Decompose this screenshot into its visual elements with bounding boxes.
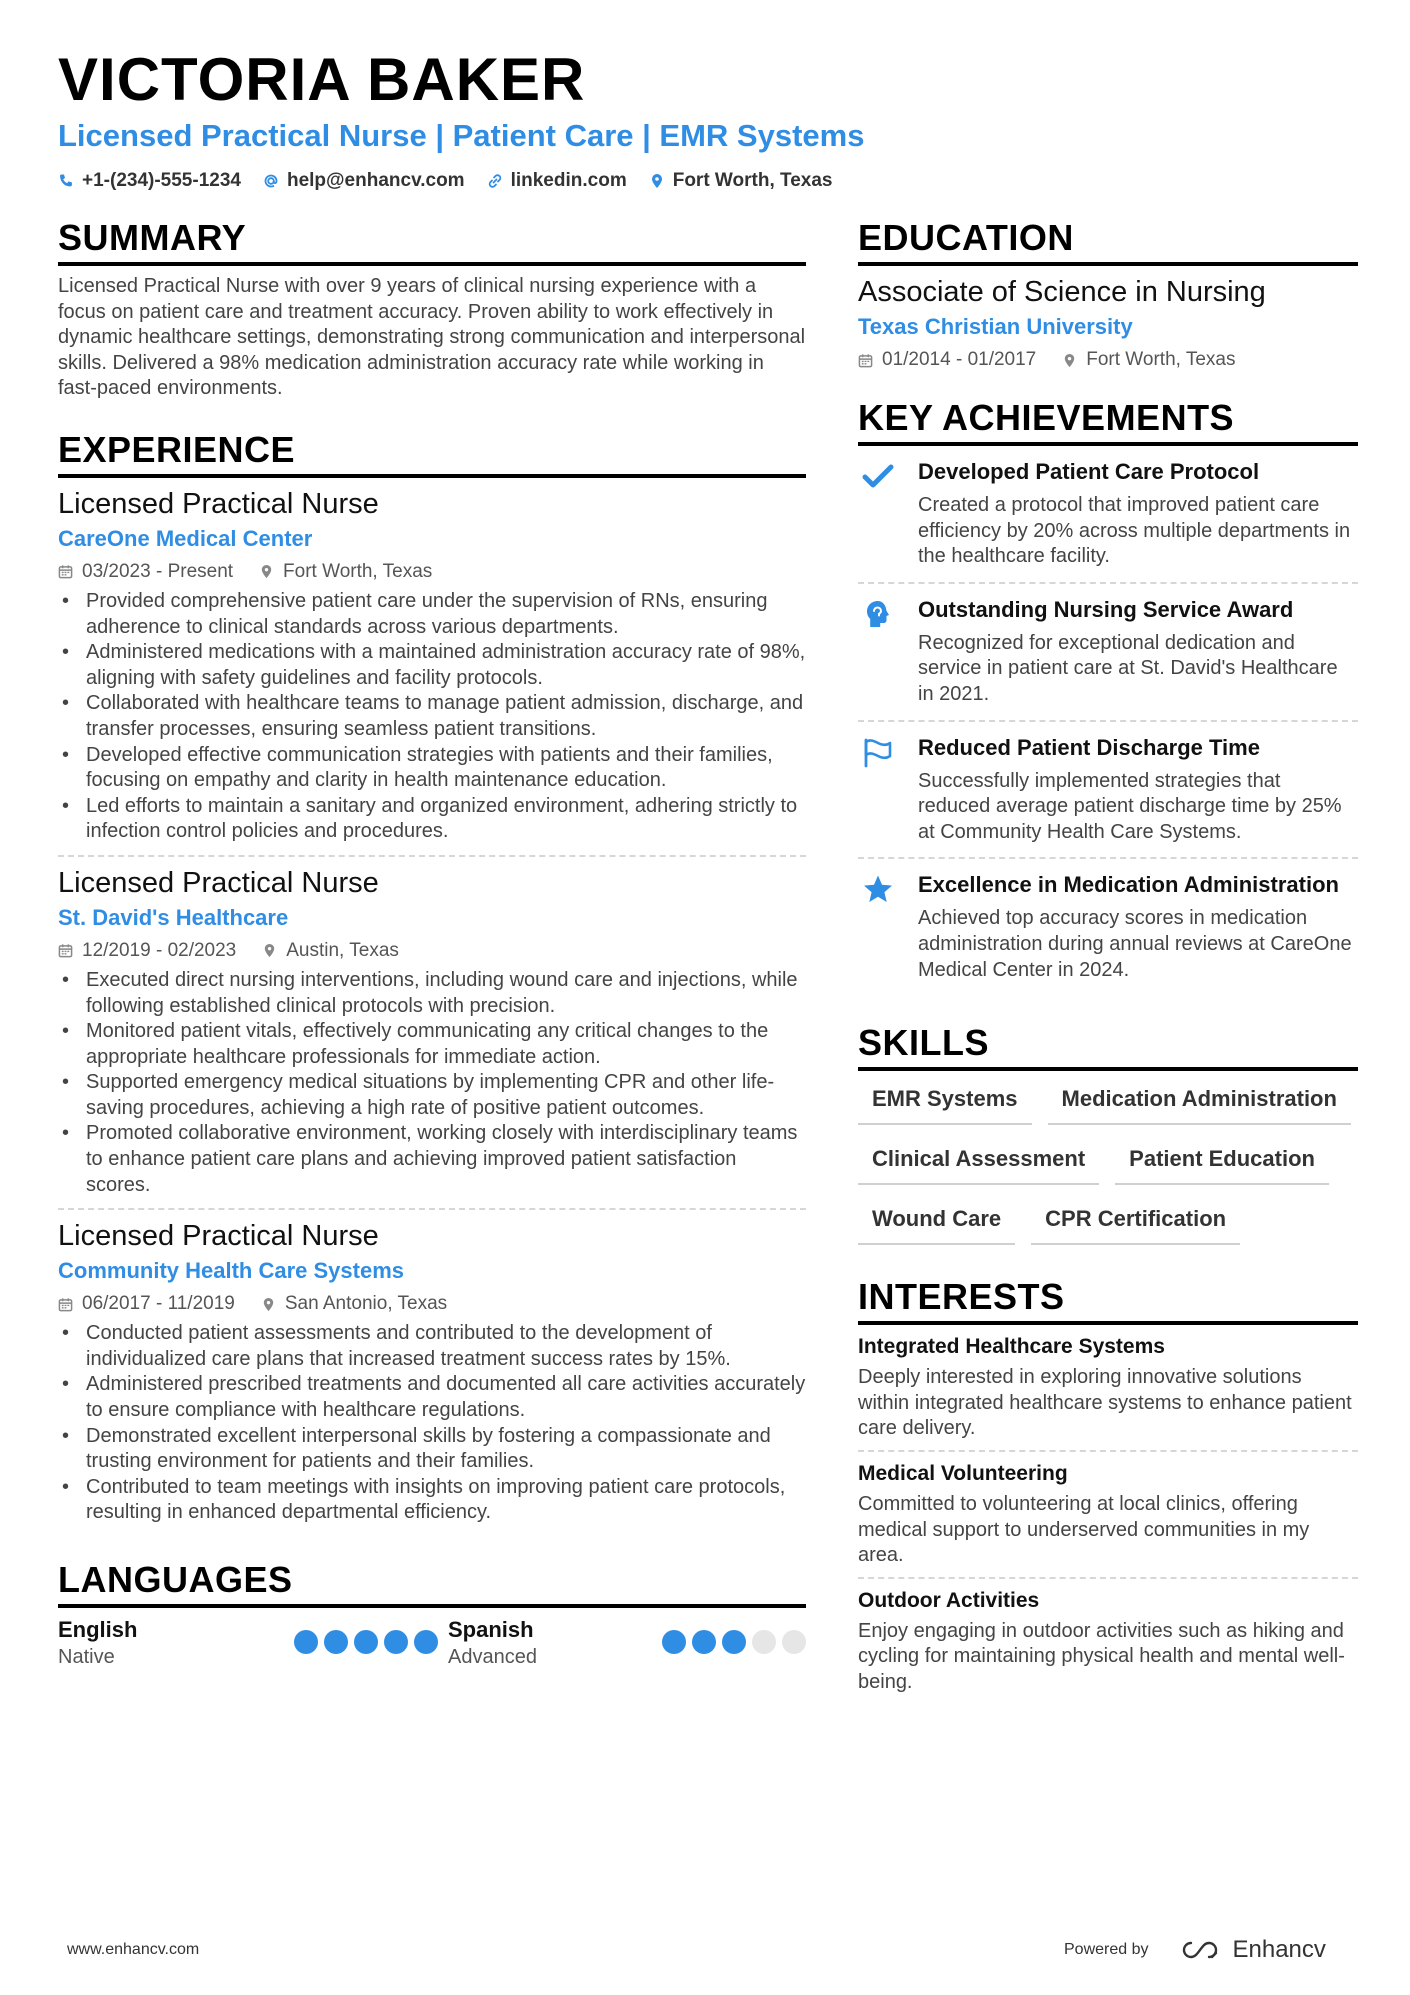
languages-section: [58, 1558, 806, 1670]
achievement-title: Outstanding Nursing Service Award: [918, 596, 1294, 622]
calendar-icon: [58, 1297, 73, 1312]
phone-icon: [58, 173, 74, 189]
rating-dot-filled: [324, 1630, 348, 1654]
calendar-icon: [858, 353, 873, 368]
skills-section: [858, 1021, 1358, 1245]
achievement-desc: Created a protocol that improved patient care efficiency by 20% across multiple departments in the healthcare facility.: [918, 494, 1351, 568]
education-dates: [858, 346, 1036, 374]
job-dates: [58, 1290, 235, 1318]
skill-tag: Wound Care: [858, 1205, 1015, 1245]
summary-text: Licensed Practical Nurse with over 9 years of clinical nursing experience with a focus on patient care and treatment accuracy. Proven ability to work effectively in dynamic healthcare settings, demonstrating strong communication and interpersonal skills. Delivered a 98% medication administration accuracy rate while working in fast-paced environments.: [58, 275, 806, 400]
bullet-item: • Contributed to team meetings with insights on improving patient care protocols, resulting in enhanced departmental efficiency.: [58, 1475, 806, 1526]
bullet-item: • Provided comprehensive patient care under the supervision of RNs, ensuring adherence to clinical standards across various departments.: [58, 589, 806, 640]
achievement-icon-wrap: [858, 871, 898, 983]
headline: Licensed Practical Nurse | Patient Care | EMR Systems: [58, 118, 865, 153]
bullet-item: • Administered prescribed treatments and documented all care activities accurately to ensure compliance with healthcare regulations.: [58, 1372, 806, 1423]
contact-phone[interactable]: [58, 168, 241, 194]
location-pin-icon: [1062, 353, 1077, 368]
language-item: [58, 1616, 448, 1670]
job-bullets: [58, 1321, 806, 1526]
job-bullets: [58, 968, 806, 1198]
job-meta: [58, 1290, 806, 1318]
rating-dot-empty: [782, 1630, 806, 1654]
phone-text: +1-(234)-555-1234: [82, 170, 241, 191]
job-title: Licensed Practical Nurse: [58, 866, 379, 899]
achievement-desc: Successfully implemented strategies that reduced average patient discharge time by 25% at Community Health Care Systems.: [918, 769, 1342, 843]
rating-dot-filled: [692, 1630, 716, 1654]
job-entry: [58, 478, 806, 857]
job-meta: [58, 558, 806, 586]
skill-tag: Patient Education: [1115, 1145, 1329, 1185]
skill-tag: Medication Administration: [1048, 1085, 1351, 1125]
skills-list: [858, 1085, 1358, 1245]
job-entry: [58, 857, 806, 1210]
language-name: Spanish: [448, 1617, 534, 1642]
rating-dot-filled: [662, 1630, 686, 1654]
at-icon: [263, 173, 279, 189]
achievement-item: [858, 722, 1358, 860]
footer-website[interactable]: www.enhancv.com: [67, 1941, 200, 1958]
achievement-icon-wrap: [858, 596, 898, 708]
flag-icon: [862, 736, 894, 768]
enhancv-logo-icon: [1177, 1939, 1223, 1961]
job-dates: [58, 558, 233, 586]
language-name: English: [58, 1617, 138, 1642]
achievement-desc: Recognized for exceptional dedication and service in patient care at St. David's Healthcare in 2021.: [918, 631, 1338, 705]
rating-dot-filled: [354, 1630, 378, 1654]
bullet-item: • Monitored patient vitals, effectively communicating any critical changes to the appropriate healthcare professionals for immediate action.: [58, 1019, 806, 1070]
location-pin-icon: [259, 564, 274, 579]
right-column: [858, 216, 1358, 1703]
achievement-item: [858, 446, 1358, 584]
job-location-text: Fort Worth, Texas: [283, 560, 433, 582]
languages-list: [58, 1616, 806, 1670]
experience-section: [58, 428, 806, 1536]
footer-branding: [1064, 1936, 1326, 1964]
left-column: [58, 216, 806, 1670]
head-icon: [862, 598, 894, 630]
education-heading: EDUCATION: [858, 216, 1358, 266]
achievement-item: [858, 859, 1358, 995]
company-name: CareOne Medical Center: [58, 525, 313, 551]
interests-section: [858, 1275, 1358, 1703]
language-item: [448, 1616, 806, 1670]
contact-linkedin[interactable]: [487, 168, 627, 194]
job-meta: [58, 937, 806, 965]
achievement-title: Reduced Patient Discharge Time: [918, 734, 1260, 760]
job-entry: [58, 1210, 806, 1536]
job-dates-text: 06/2017 - 11/2019: [82, 1293, 235, 1315]
bullet-item: • Executed direct nursing interventions, including wound care and injections, while following established clinical protocols with precision.: [58, 968, 806, 1019]
skill-tag: EMR Systems: [858, 1085, 1032, 1125]
interests-heading: INTERESTS: [858, 1275, 1358, 1325]
brand-logo[interactable]: [1177, 1936, 1326, 1964]
summary-section: [58, 216, 806, 402]
summary-heading: SUMMARY: [58, 216, 806, 266]
contact-bar: [58, 168, 832, 194]
job-location: [262, 937, 399, 965]
interest-item: [858, 1452, 1358, 1579]
achievement-desc: Achieved top accuracy scores in medication administration during annual reviews at CareOne Medical Center in 2024.: [918, 907, 1352, 981]
skill-tag: CPR Certification: [1031, 1205, 1240, 1245]
contact-email[interactable]: [263, 168, 465, 194]
education-location-text: Fort Worth, Texas: [1086, 349, 1236, 370]
calendar-icon: [58, 943, 73, 958]
company-name: St. David's Healthcare: [58, 904, 289, 930]
brand-name: Enhancv: [1232, 1936, 1326, 1963]
checkmark-icon: [862, 460, 894, 492]
interest-title: Integrated Healthcare Systems: [858, 1335, 1165, 1359]
education-location: [1062, 346, 1235, 374]
bullet-item: • Supported emergency medical situations by implementing CPR and other life-saving procedures, achieving a high rate of positive patient outcomes.: [58, 1070, 806, 1121]
rating-dot-filled: [722, 1630, 746, 1654]
calendar-icon: [58, 564, 73, 579]
bullet-item: • Administered medications with a maintained administration accuracy rate of 98%, aligning with safety guidelines and facility protocols.: [58, 640, 806, 691]
education-meta: [858, 346, 1358, 374]
location-text: Fort Worth, Texas: [672, 170, 833, 191]
location-pin-icon: [261, 1297, 276, 1312]
job-bullets: [58, 589, 806, 845]
interest-item: [858, 1325, 1358, 1452]
interest-desc: Committed to volunteering at local clinics, offering medical support to underserved communities in my area.: [858, 1492, 1310, 1567]
skill-tag: Clinical Assessment: [858, 1145, 1099, 1185]
location-pin-icon: [262, 943, 277, 958]
job-location: [261, 1290, 447, 1318]
achievement-icon-wrap: [858, 458, 898, 570]
languages-heading: LANGUAGES: [58, 1558, 806, 1608]
rating-dot-filled: [294, 1630, 318, 1654]
interest-desc: Enjoy engaging in outdoor activities such as hiking and cycling for maintaining physical health and mental well-being.: [858, 1619, 1345, 1693]
interest-item: [858, 1579, 1358, 1704]
interest-title: Outdoor Activities: [858, 1588, 1040, 1612]
job-dates-text: 12/2019 - 02/2023: [82, 939, 237, 961]
achievement-item: [858, 584, 1358, 722]
achievement-icon-wrap: [858, 734, 898, 846]
rating-dot-empty: [752, 1630, 776, 1654]
education-dates-text: 01/2014 - 01/2017: [882, 349, 1037, 370]
link-icon: [487, 173, 503, 189]
degree-title: Associate of Science in Nursing: [858, 276, 1266, 308]
language-level: Native: [58, 1646, 115, 1668]
contact-location: [649, 168, 833, 194]
language-rating: [294, 1630, 438, 1654]
company-name: Community Health Care Systems: [58, 1258, 404, 1284]
bullet-item: • Demonstrated excellent interpersonal skills by fostering a compassionate and trusting environment for patients and their families.: [58, 1424, 806, 1475]
powered-by-label: Powered by: [1064, 1941, 1149, 1958]
achievement-title: Excellence in Medication Administration: [918, 872, 1339, 898]
job-dates-text: 03/2023 - Present: [82, 560, 234, 582]
bullet-item: • Developed effective communication strategies with patients and their families, focusing on empathy and clarity in health maintenance education.: [58, 743, 806, 794]
job-title: Licensed Practical Nurse: [58, 487, 379, 520]
skills-heading: SKILLS: [858, 1021, 1358, 1071]
bullet-item: • Promoted collaborative environment, working closely with interdisciplinary teams to enhance patient care plans and achieving improved patient satisfaction scores.: [58, 1121, 806, 1198]
job-location: [259, 558, 432, 586]
interest-title: Medical Volunteering: [858, 1461, 1068, 1485]
job-location-text: San Antonio, Texas: [284, 1293, 448, 1315]
linkedin-text: linkedin.com: [510, 170, 627, 191]
candidate-name: VICTORIA BAKER: [58, 46, 586, 113]
achievement-title: Developed Patient Care Protocol: [918, 459, 1260, 484]
achievements-heading: KEY ACHIEVEMENTS: [858, 396, 1358, 446]
education-section: [858, 216, 1358, 374]
language-level: Advanced: [448, 1646, 537, 1668]
experience-heading: EXPERIENCE: [58, 428, 806, 478]
bullet-item: • Led efforts to maintain a sanitary and organized environment, adhering strictly to infection control policies and procedures.: [58, 794, 806, 845]
school-name: Texas Christian University: [858, 314, 1133, 339]
rating-dot-filled: [384, 1630, 408, 1654]
bullet-item: • Conducted patient assessments and contributed to the development of individualized care plans that increased treatment success rates by 15%.: [58, 1321, 806, 1372]
bullet-item: • Collaborated with healthcare teams to manage patient admission, discharge, and transfer processes, ensuring seamless patient transitions.: [58, 691, 806, 742]
email-text: help@enhancv.com: [286, 170, 465, 191]
rating-dot-filled: [414, 1630, 438, 1654]
interest-desc: Deeply interested in exploring innovative solutions within integrated healthcare systems to enhance patient care delivery.: [858, 1366, 1352, 1440]
job-title: Licensed Practical Nurse: [58, 1220, 379, 1253]
location-pin-icon: [649, 173, 665, 189]
star-icon: [862, 873, 894, 905]
job-dates: [58, 937, 236, 965]
achievements-section: [858, 396, 1358, 995]
job-location-text: Austin, Texas: [286, 939, 399, 961]
language-rating: [662, 1630, 806, 1654]
